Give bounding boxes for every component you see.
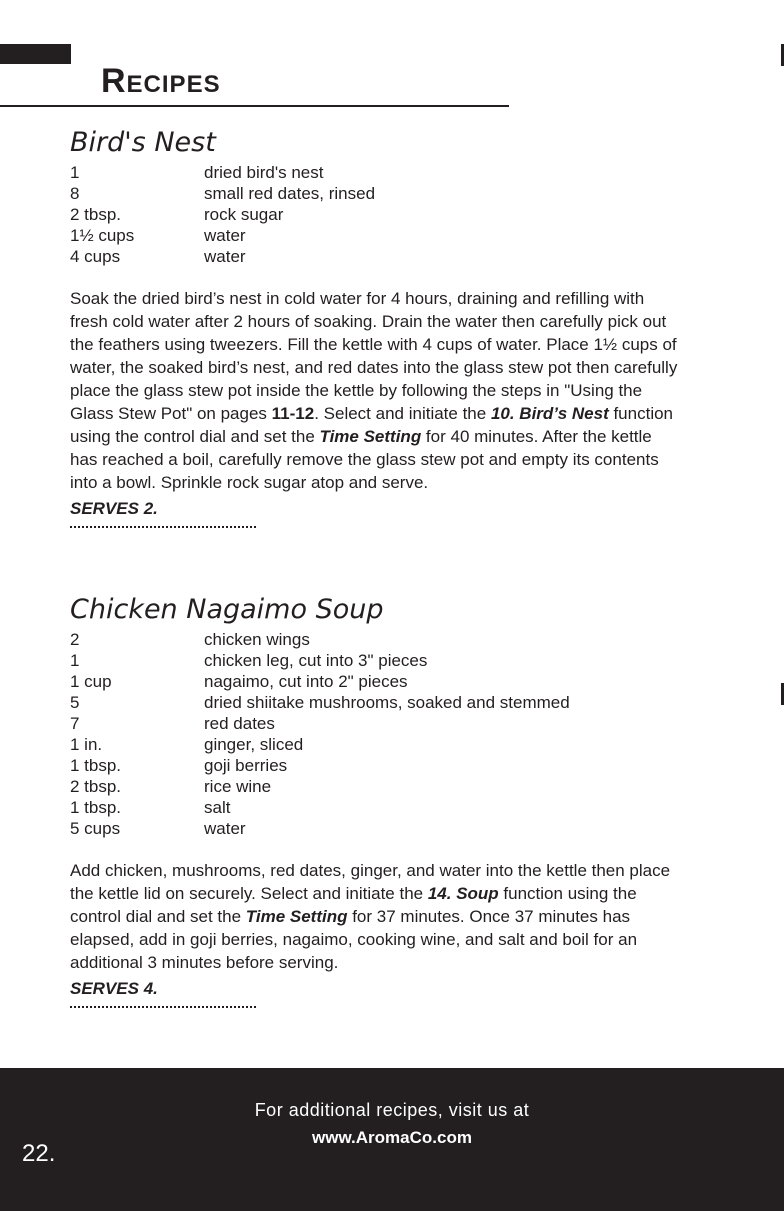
- ingredient-qty: 1: [70, 651, 80, 670]
- ingredient-item: rock sugar: [204, 205, 284, 224]
- ingredient-item: nagaimo, cut into 2" pieces: [204, 672, 408, 691]
- page-title: Recipes: [101, 62, 221, 100]
- recipe-chicken-nagaimo-soup: [70, 593, 680, 1008]
- ingredient-item: salt: [204, 798, 231, 817]
- ingredient-row: [70, 713, 680, 734]
- ingredient-qty: 2: [70, 630, 80, 649]
- ingredient-row: [70, 692, 680, 713]
- time-setting-label: Time Setting: [319, 427, 422, 446]
- ingredient-item: red dates: [204, 714, 275, 733]
- header-divider: [0, 105, 509, 107]
- ingredient-item: ginger, sliced: [204, 735, 304, 754]
- ingredient-item: chicken wings: [204, 630, 310, 649]
- function-name: 14. Soup: [427, 884, 499, 903]
- ingredient-row: [70, 755, 680, 776]
- ingredient-row: [70, 734, 680, 755]
- ingredient-qty: 1: [70, 163, 80, 182]
- ingredient-qty: 5 cups: [70, 819, 121, 838]
- dotted-divider: [70, 1006, 256, 1008]
- ingredient-qty: 1 tbsp.: [70, 756, 122, 775]
- ingredient-qty: 8: [70, 184, 80, 203]
- ingredient-row: [70, 797, 680, 818]
- footer-message: For additional recipes, visit us at: [254, 1100, 530, 1120]
- ingredient-item: rice wine: [204, 777, 272, 796]
- ingredient-row: [70, 246, 680, 267]
- ingredient-row: [70, 671, 680, 692]
- ingredient-list: [70, 629, 680, 839]
- ingredient-qty: 4 cups: [70, 247, 121, 266]
- ingredient-row: [70, 818, 680, 839]
- recipe-title: Bird's Nest: [70, 127, 216, 158]
- ingredient-item: water: [204, 226, 246, 245]
- dotted-divider: [70, 526, 256, 528]
- ingredient-row: [70, 225, 680, 246]
- ingredient-row: [70, 776, 680, 797]
- ingredient-item: dried shiitake mushrooms, soaked and stemmed: [204, 693, 570, 712]
- ingredient-qty: 1 tbsp.: [70, 798, 122, 817]
- recipe-instructions: Add chicken, mushrooms, red dates, ginger, and water into the kettle then place the kettle lid on securely. Select and initiate the 14. Soup function using the control dial and set the Time Setting for 37 minutes. Once 37 minutes has elapsed, add in goji berries, nagaimo, cooking wine, and salt and boil for an additional 3 minutes before serving.: [70, 861, 671, 972]
- page-number: 22.: [22, 1140, 56, 1167]
- ingredient-qty: 2 tbsp.: [70, 777, 122, 796]
- ingredient-row: [70, 629, 680, 650]
- ingredient-row: [70, 162, 680, 183]
- page-footer: [0, 1068, 784, 1211]
- ingredient-qty: 5: [70, 693, 80, 712]
- recipe-birds-nest: [70, 126, 680, 528]
- ingredient-item: goji berries: [204, 756, 288, 775]
- ingredient-qty: 1 in.: [70, 735, 103, 754]
- ingredient-row: [70, 650, 680, 671]
- ingredient-qty: 1½ cups: [70, 226, 135, 245]
- ingredient-row: [70, 204, 680, 225]
- ingredient-list: [70, 162, 680, 267]
- ingredient-item: water: [204, 247, 246, 266]
- ingredient-qty: 7: [70, 714, 80, 733]
- ingredient-item: water: [204, 819, 246, 838]
- ingredient-item: dried bird's nest: [204, 163, 324, 182]
- website-link[interactable]: www.AromaCo.com: [312, 1128, 472, 1147]
- function-name: 10. Bird’s Nest: [490, 404, 609, 423]
- ingredient-qty: 2 tbsp.: [70, 205, 122, 224]
- recipe-instructions: Soak the dried bird’s nest in cold water for 4 hours, draining and refilling with fresh cold water after 2 hours of soaking. Drain the water then carefully pick out the feathers using tweezers. Fill the kettle with 4 cups of water. Place 1½ cups of water, the soaked bird’s nest, and red dates into the glass stew pot then carefully place the glass stew pot inside the kettle by following the steps in "Using the Glass Stew Pot" on pages 11-12. Select and initiate the 10. Bird’s Nest function using the control dial and set the Time Setting for 40 minutes. After the kettle has reached a boil, carefully remove the glass stew pot and empty its contents into a bowl. Sprinkle rock sugar atop and serve.: [70, 289, 678, 492]
- ingredient-qty: 1 cup: [70, 672, 112, 691]
- time-setting-label: Time Setting: [245, 907, 348, 926]
- ingredient-row: [70, 183, 680, 204]
- recipe-title: Chicken Nagaimo Soup: [70, 594, 384, 625]
- serves-label: SERVES 2.: [70, 499, 158, 518]
- pages-reference: 11-12: [271, 404, 315, 423]
- ingredient-item: chicken leg, cut into 3" pieces: [204, 651, 428, 670]
- serves-label: SERVES 4.: [70, 979, 158, 998]
- header-tab-block: [0, 44, 71, 64]
- ingredient-item: small red dates, rinsed: [204, 184, 376, 203]
